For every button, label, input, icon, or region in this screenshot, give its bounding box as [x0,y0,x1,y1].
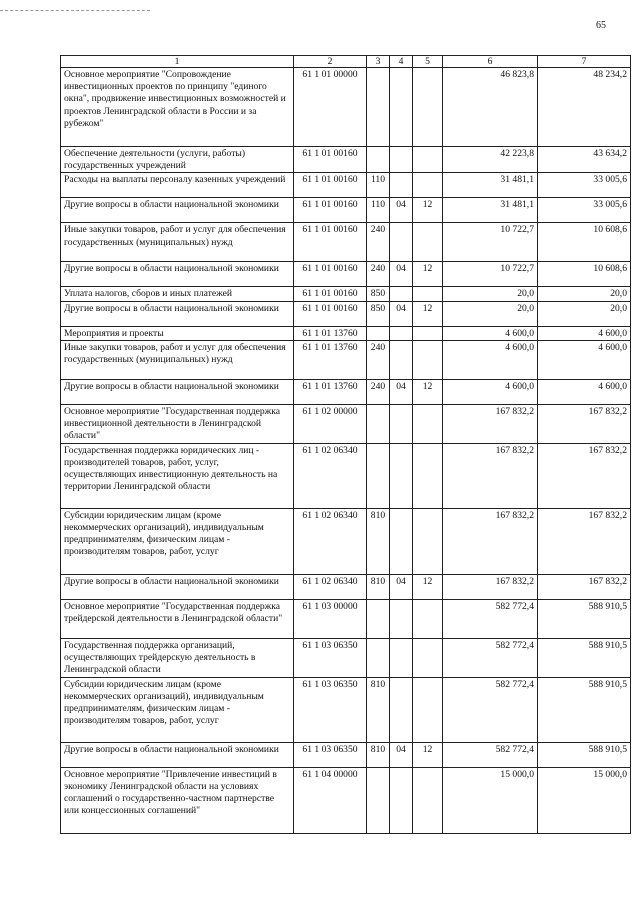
row-vr-cell [367,599,390,638]
row-csr-cell: 61 1 01 00160 [294,147,367,173]
row-vr-cell: 240 [367,262,390,287]
row-name-cell: Субсидии юридическим лицам (кроме некоммерческих организаций), индивидуальным предпринимателям, физическим лицам - производителям товаров, работ, услуг [61,677,294,742]
header-col-4: 4 [390,56,413,68]
row-sum-2020-cell: 10 722,7 [443,262,538,287]
row-name-cell: Основное мероприятие "Государственная поддержка инвестиционной деятельности в Ленинградской области" [61,404,294,443]
row-csr-cell: 61 1 01 00160 [294,287,367,301]
row-sum-2021-cell: 4 600,0 [538,379,631,404]
table-row [61,223,631,262]
row-sum-2021-cell: 10 608,6 [538,262,631,287]
row-sum-2021-cell: 48 234,2 [538,68,631,147]
row-name-cell: Основное мероприятие "Сопровождение инвестиционных проектов по принципу "единого окна", продвижение инвестиционных возможностей и проектов Ленинградской области в России и за рубежом" [61,68,294,147]
row-vr-cell: 240 [367,340,390,379]
row-rz-cell: 04 [390,379,413,404]
row-csr-cell: 61 1 01 00160 [294,301,367,326]
row-vr-cell [367,147,390,173]
header-col-3: 3 [367,56,390,68]
table-row [61,379,631,404]
table-row [61,574,631,599]
table-row [61,262,631,287]
row-sum-2020-cell: 582 772,4 [443,599,538,638]
row-pr-cell [413,173,443,198]
row-csr-cell: 61 1 01 00160 [294,198,367,223]
row-sum-2021-cell: 33 005,6 [538,198,631,223]
row-sum-2021-cell: 588 910,5 [538,677,631,742]
row-sum-2020-cell: 4 600,0 [443,340,538,379]
row-vr-cell [367,443,390,508]
row-vr-cell: 240 [367,379,390,404]
row-rz-cell [390,68,413,147]
table-row [61,287,631,301]
row-name-cell: Другие вопросы в области национальной экономики [61,574,294,599]
row-csr-cell: 61 1 01 13760 [294,340,367,379]
row-sum-2021-cell: 43 634,2 [538,147,631,173]
row-rz-cell [390,173,413,198]
row-sum-2020-cell: 4 600,0 [443,379,538,404]
table-row [61,508,631,574]
table-row [61,326,631,340]
row-sum-2021-cell: 10 608,6 [538,223,631,262]
row-sum-2020-cell: 167 832,2 [443,404,538,443]
row-pr-cell [413,767,443,833]
row-sum-2020-cell: 20,0 [443,301,538,326]
row-csr-cell: 61 1 01 00000 [294,68,367,147]
header-col-5: 5 [413,56,443,68]
row-name-cell: Другие вопросы в области национальной экономики [61,198,294,223]
row-name-cell: Иные закупки товаров, работ и услуг для обеспечения государственных (муниципальных) нужд [61,340,294,379]
page-number: 65 [596,20,606,31]
row-sum-2021-cell: 588 910,5 [538,638,631,677]
table-row [61,742,631,767]
row-sum-2021-cell: 15 000,0 [538,767,631,833]
row-rz-cell [390,404,413,443]
row-name-cell: Субсидии юридическим лицам (кроме некоммерческих организаций), индивидуальным предпринимателям, физическим лицам - производителям товаров, работ, услуг [61,508,294,574]
row-csr-cell: 61 1 01 00160 [294,173,367,198]
row-pr-cell [413,223,443,262]
table-row [61,638,631,677]
row-csr-cell: 61 1 02 06340 [294,443,367,508]
row-name-cell: Основное мероприятие "Государственная поддержка трейдерской деятельности в Ленинградской области" [61,599,294,638]
row-pr-cell [413,508,443,574]
row-sum-2021-cell: 167 832,2 [538,508,631,574]
row-csr-cell: 61 1 03 06350 [294,677,367,742]
row-pr-cell [413,147,443,173]
header-col-1: 1 [61,56,294,68]
row-pr-cell [413,404,443,443]
row-sum-2020-cell: 31 481,1 [443,173,538,198]
row-csr-cell: 61 1 02 06340 [294,574,367,599]
row-name-cell: Расходы на выплаты персоналу казенных учреждений [61,173,294,198]
table-row [61,301,631,326]
row-name-cell: Государственная поддержка юридических лиц - производителей товаров, работ, услуг, осуществляющих инвестиционную деятельность на территории Ленинградской области [61,443,294,508]
row-rz-cell: 04 [390,262,413,287]
row-vr-cell [367,404,390,443]
row-sum-2021-cell: 588 910,5 [538,599,631,638]
row-rz-cell: 04 [390,574,413,599]
table-row [61,198,631,223]
row-vr-cell: 110 [367,198,390,223]
table-row [61,404,631,443]
row-sum-2021-cell: 4 600,0 [538,340,631,379]
row-csr-cell: 61 1 02 06340 [294,508,367,574]
row-name-cell: Другие вопросы в области национальной экономики [61,262,294,287]
row-vr-cell: 810 [367,574,390,599]
row-csr-cell: 61 1 03 06350 [294,742,367,767]
table-header-row [61,56,631,68]
row-sum-2020-cell: 167 832,2 [443,574,538,599]
row-vr-cell: 110 [367,173,390,198]
row-name-cell: Другие вопросы в области национальной экономики [61,379,294,404]
row-csr-cell: 61 1 03 00000 [294,599,367,638]
row-name-cell: Другие вопросы в области национальной экономики [61,301,294,326]
row-pr-cell: 12 [413,574,443,599]
row-sum-2020-cell: 4 600,0 [443,326,538,340]
row-sum-2021-cell: 167 832,2 [538,404,631,443]
row-rz-cell: 04 [390,301,413,326]
row-rz-cell [390,508,413,574]
row-pr-cell [413,340,443,379]
row-sum-2020-cell: 42 223,8 [443,147,538,173]
row-pr-cell: 12 [413,742,443,767]
row-sum-2020-cell: 582 772,4 [443,677,538,742]
row-pr-cell: 12 [413,262,443,287]
row-name-cell: Другие вопросы в области национальной экономики [61,742,294,767]
row-pr-cell [413,599,443,638]
row-pr-cell: 12 [413,301,443,326]
top-rule [0,10,150,11]
row-vr-cell [367,326,390,340]
row-sum-2021-cell: 20,0 [538,287,631,301]
row-vr-cell: 810 [367,508,390,574]
row-pr-cell: 12 [413,379,443,404]
row-rz-cell [390,443,413,508]
row-pr-cell [413,677,443,742]
row-name-cell: Уплата налогов, сборов и иных платежей [61,287,294,301]
header-col-6: 6 [443,56,538,68]
row-pr-cell [413,68,443,147]
row-name-cell: Обеспечение деятельности (услуги, работы) государственных учреждений [61,147,294,173]
row-rz-cell [390,599,413,638]
row-pr-cell [413,443,443,508]
row-sum-2020-cell: 15 000,0 [443,767,538,833]
row-sum-2021-cell: 167 832,2 [538,574,631,599]
row-rz-cell [390,223,413,262]
row-csr-cell: 61 1 01 00160 [294,262,367,287]
table-row [61,677,631,742]
row-vr-cell: 810 [367,742,390,767]
table-row [61,147,631,173]
row-csr-cell: 61 1 01 00160 [294,223,367,262]
row-csr-cell: 61 1 01 13760 [294,326,367,340]
row-vr-cell [367,767,390,833]
row-sum-2020-cell: 582 772,4 [443,742,538,767]
table-row [61,599,631,638]
row-sum-2021-cell: 33 005,6 [538,173,631,198]
row-vr-cell: 810 [367,677,390,742]
row-rz-cell [390,677,413,742]
table-row [61,173,631,198]
row-vr-cell: 850 [367,301,390,326]
row-sum-2020-cell: 167 832,2 [443,443,538,508]
row-name-cell: Основное мероприятие "Привлечение инвестиций в экономику Ленинградской области на условиях соглашений о государственно-частном партнерстве или концессионных соглашений" [61,767,294,833]
header-col-2: 2 [294,56,367,68]
row-name-cell: Государственная поддержка организаций, осуществляющих трейдерскую деятельность в Ленинградской области [61,638,294,677]
row-sum-2021-cell: 588 910,5 [538,742,631,767]
row-pr-cell [413,638,443,677]
row-rz-cell [390,767,413,833]
table-row [61,443,631,508]
row-name-cell: Иные закупки товаров, работ и услуг для обеспечения государственных (муниципальных) нужд [61,223,294,262]
row-pr-cell [413,287,443,301]
row-name-cell: Мероприятия и проекты [61,326,294,340]
row-sum-2021-cell: 20,0 [538,301,631,326]
row-vr-cell [367,638,390,677]
table-row [61,68,631,147]
row-sum-2021-cell: 4 600,0 [538,326,631,340]
row-sum-2020-cell: 46 823,8 [443,68,538,147]
row-vr-cell [367,68,390,147]
row-csr-cell: 61 1 04 00000 [294,767,367,833]
row-pr-cell: 12 [413,198,443,223]
row-rz-cell [390,147,413,173]
row-pr-cell [413,326,443,340]
table-row [61,340,631,379]
row-sum-2020-cell: 582 772,4 [443,638,538,677]
row-rz-cell [390,326,413,340]
row-sum-2021-cell: 167 832,2 [538,443,631,508]
row-rz-cell [390,638,413,677]
row-csr-cell: 61 1 02 00000 [294,404,367,443]
row-sum-2020-cell: 10 722,7 [443,223,538,262]
row-csr-cell: 61 1 03 06350 [294,638,367,677]
row-rz-cell [390,287,413,301]
header-col-7: 7 [538,56,631,68]
budget-table [60,55,631,834]
row-sum-2020-cell: 31 481,1 [443,198,538,223]
row-rz-cell: 04 [390,742,413,767]
row-vr-cell: 240 [367,223,390,262]
row-rz-cell [390,340,413,379]
table-row [61,767,631,833]
row-rz-cell: 04 [390,198,413,223]
row-vr-cell: 850 [367,287,390,301]
row-sum-2020-cell: 20,0 [443,287,538,301]
row-csr-cell: 61 1 01 13760 [294,379,367,404]
row-sum-2020-cell: 167 832,2 [443,508,538,574]
